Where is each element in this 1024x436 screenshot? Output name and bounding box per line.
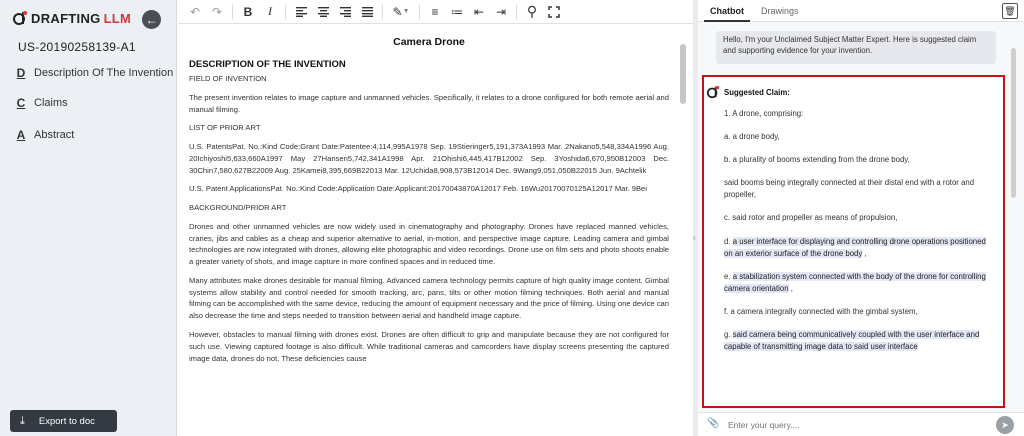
tab-drawings[interactable]: Drawings: [761, 6, 799, 16]
export-label: Export to doc: [38, 415, 95, 427]
align-justify-icon[interactable]: [356, 1, 378, 23]
scroll-thumb[interactable]: [1011, 48, 1016, 198]
sidebar-item-label: Description Of The Invention: [34, 67, 174, 79]
download-icon: ⤓: [20, 414, 25, 427]
claim-line: b. a plurality of booms extending from the drone body,: [724, 155, 910, 165]
undo-icon[interactable]: ↶: [189, 4, 201, 19]
back-arrow-button[interactable]: [142, 10, 161, 29]
highlighted-text: said camera being communicatively coupled with the user interface and capable of transmitting image data to said user interface: [724, 329, 980, 352]
paragraph: U.S. Patent ApplicationsPat. No.:Kind Code:Application Date:Applicant:20170043870A12017 Feb. 16Wu20170070125A12017 Mar. 9Bei: [189, 184, 647, 194]
claim-line: 1. A drone, comprising:: [724, 109, 804, 119]
trash-icon[interactable]: 🗑: [1002, 3, 1018, 19]
sidebar-item-label: Abstract: [34, 129, 75, 141]
send-button[interactable]: [996, 416, 1014, 434]
claim-body: [724, 87, 994, 364]
abstract-icon: A: [16, 128, 26, 142]
highlighted-text: a stabilization system connected with the body of the drone for controlling camera orientation: [724, 271, 986, 293]
toolbar-divider: [382, 4, 383, 20]
claim-line: said booms being integrally connected at their distal end with a rotor and propeller,: [724, 178, 975, 200]
claim-line-g: [724, 329, 994, 353]
toolbar-divider: [232, 4, 233, 20]
logo-text-llm: LLM: [103, 10, 132, 26]
italic-icon[interactable]: I: [268, 4, 272, 18]
paragraph: U.S. PatentsPat. No.:Kind Code:Grant Date:Patentee:4,114,995A1978 Sep. 19Stieringer5,191,373A1993 Mar. 2Nakano5,548,334A1996 Aug. 20Ichiyoshi5,633,660A1997 May 27Hansen5,742,341A1998 Apr. 21Ohishi6,445,417B12002 Sep. 3Yoshida6,670,950B12003 Dec. 30Chin7,580,627B22009 Aug. 25Kamei8,395,669B22013 Mar. 12Uchida8,908,573B12014 Dec. 9Wang9,051,050B22015 Jun. 9Achtelik: [189, 142, 669, 175]
search-icon[interactable]: ⚲: [526, 3, 538, 19]
paragraph: Drones and other unmanned vehicles are now widely used in cinematography and photography. Drones have replaced manned vehicles, cranes, jibs and cables as a cheap and superior alternative to aerial, in-motion, and perspective image capture. Leading camera and gimbal technologies are now integrated with drones, allowing elite photographic and video recordings. Drone use on film sets and photo shoots enable a greater variety of shots, and image capture in more confined spaces and in reduced time.: [189, 221, 669, 267]
toolbar-divider: [285, 4, 286, 20]
chevron-left-icon: ‹: [693, 233, 696, 242]
align-center-icon[interactable]: [312, 1, 334, 23]
document-editor: [178, 0, 693, 436]
send-icon: ➤: [1001, 419, 1009, 430]
claim-line: a. a drone body,: [724, 132, 780, 142]
toolbar-divider: [516, 4, 517, 20]
description-icon: D: [16, 66, 26, 80]
align-left-icon[interactable]: [290, 1, 312, 23]
align-right-icon[interactable]: [334, 1, 356, 23]
export-to-doc-button[interactable]: [10, 410, 117, 432]
logo-icon: [12, 10, 28, 26]
arrow-left-icon: ←: [145, 12, 158, 27]
document-content[interactable]: [189, 34, 669, 436]
claim-suffix: ,: [790, 283, 793, 293]
editor-scrollbar[interactable]: [680, 40, 686, 430]
paragraph: Many attributes make drones desirable for manual filming. Advanced camera technology permits capture of high quality image content. Gimbal systems allow stability and control needed for smooth tracking, arc, pans, tilts or other motion filming techniques. Both aerial and manual filming can be accomplished with the same device, reducing the amount of equipment necessary and the price of filming. Using one device can also decrease the time and steps needed to transition between aerial and handheld image capture.: [189, 275, 669, 321]
numbered-list-icon[interactable]: ≔: [451, 4, 463, 19]
claim-line-d: [724, 236, 994, 260]
claim-suffix: ,: [864, 248, 867, 258]
chat-tabs: [698, 0, 1024, 22]
outdent-icon[interactable]: ⇤: [473, 4, 485, 19]
background-label: BACKGROUND/PRIOR ART: [189, 203, 287, 213]
highlighted-text: a user interface for displaying and controlling drone operations positioned on an exterior surface of the drone body: [724, 236, 986, 258]
document-id: US-20190258139-A1: [18, 40, 136, 54]
claim-prefix: d.: [724, 236, 731, 246]
greeting-message: Hello, I'm your Unclaimed Subject Matter Expert. Here is suggested claim and supporting evidence for your invention.: [716, 31, 996, 64]
redo-icon[interactable]: ↷: [211, 4, 223, 19]
scroll-thumb[interactable]: [680, 44, 686, 104]
sidebar-item-description[interactable]: [14, 66, 173, 80]
claim-line-e: [724, 271, 994, 295]
claim-line: c. said rotor and propeller as means of propulsion,: [724, 213, 898, 223]
paragraph: The present invention relates to image capture and unmanned vehicles. Specifically, it relates to a drone configured for both remote aerial and manual filming.: [189, 92, 669, 114]
claim-prefix: g.: [724, 329, 731, 339]
claim-heading: Suggested Claim:: [724, 88, 790, 97]
document-title: Camera Drone: [393, 36, 465, 48]
query-input[interactable]: [728, 417, 978, 433]
claim-prefix: e.: [724, 271, 731, 281]
bullet-list-icon[interactable]: ≡: [431, 4, 439, 19]
chat-input-bar: [698, 412, 1024, 436]
paragraph: However, obstacles to manual filming with drones exist. Drones are often difficult to grip and manipulate because they are not configured for such use. Viewing captured footage is also difficult. While traditional cameras and camcorders have display screens presenting the captured image data, drones do not. These deficiencies cause: [189, 330, 669, 363]
app-logo: [12, 10, 131, 26]
chat-panel: [698, 0, 1024, 436]
sidebar-item-label: Claims: [34, 97, 68, 109]
section-heading: DESCRIPTION OF THE INVENTION: [189, 59, 346, 71]
highlight-color-icon[interactable]: ✎ ▼: [392, 4, 410, 19]
attachment-icon[interactable]: 📎: [707, 418, 720, 429]
indent-icon[interactable]: ⇥: [495, 4, 507, 19]
field-label: FIELD OF INVENTION: [189, 73, 267, 83]
chat-scrollbar[interactable]: [1011, 30, 1016, 400]
bold-icon[interactable]: B: [243, 4, 253, 19]
editor-toolbar: [178, 0, 693, 24]
toolbar-divider: [419, 4, 420, 20]
suggested-claim-message: [702, 75, 1005, 408]
bot-avatar-icon: [706, 85, 720, 102]
tab-chatbot[interactable]: Chatbot: [710, 6, 744, 16]
claim-line: f. a camera integrally connected with the gimbal system,: [724, 306, 918, 316]
fullscreen-icon[interactable]: [543, 1, 565, 23]
claims-icon: C: [16, 96, 26, 110]
sidebar-item-abstract[interactable]: [14, 128, 74, 142]
sidebar-item-claims[interactable]: [14, 96, 68, 110]
prior-art-label: LIST OF PRIOR ART: [189, 123, 261, 133]
logo-text-drafting: DRAFTING: [31, 10, 101, 26]
sidebar: [0, 0, 177, 436]
